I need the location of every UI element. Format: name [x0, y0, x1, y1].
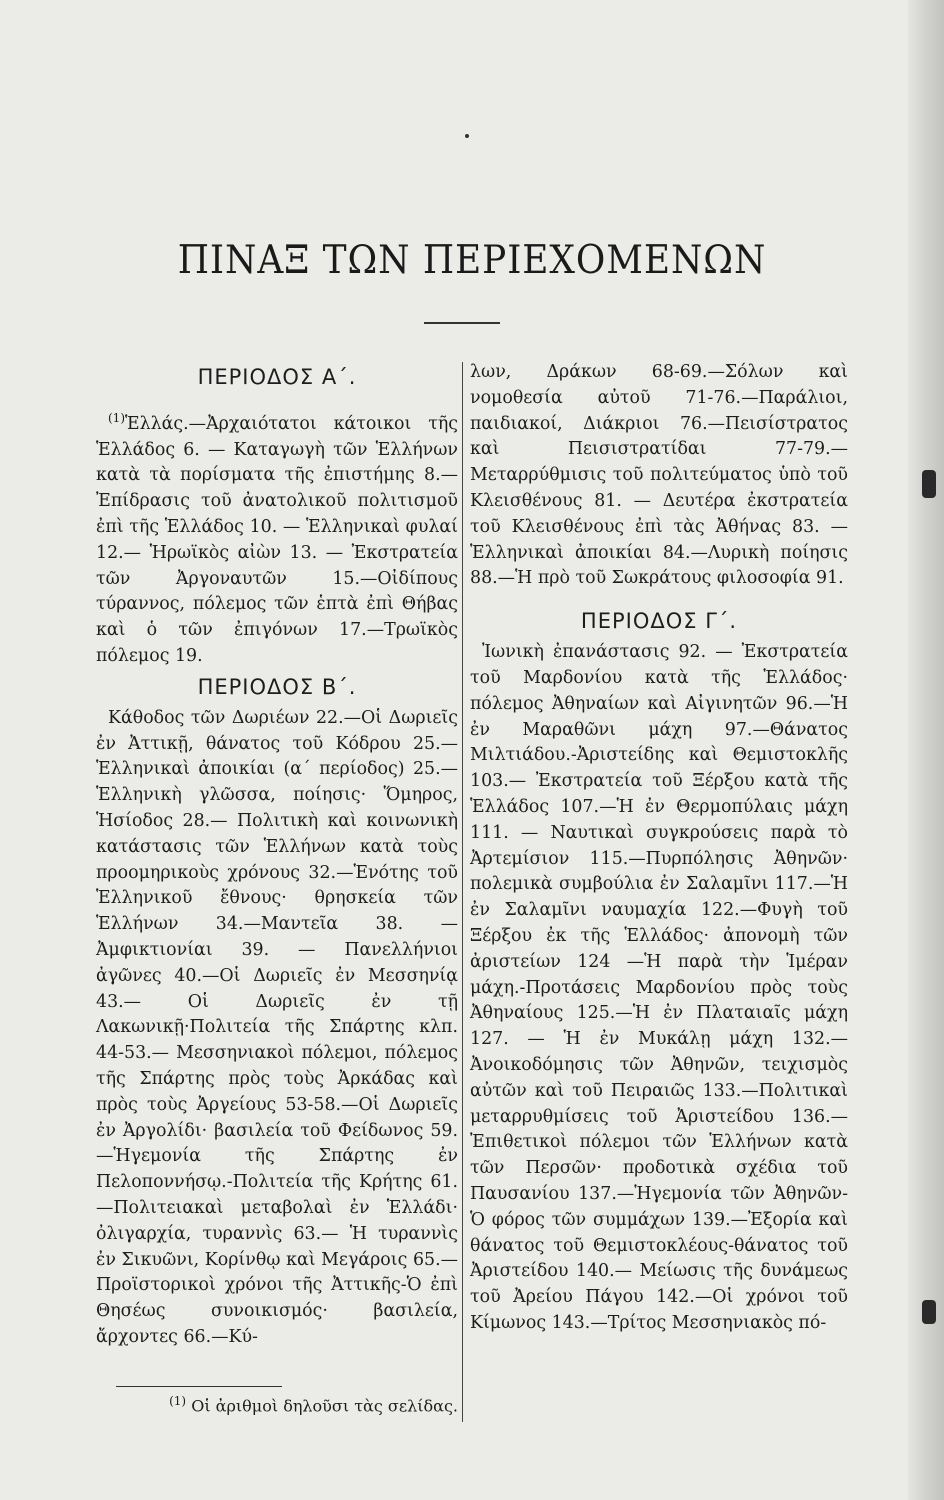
- paragraph-period-a: $^{(1)}$Ἑλλάς.—Ἀρχαιότατοι κάτοικοι τῆς Ἑλλάδος 6. — Καταγωγὴ τῶν Ἑλλήνων κατὰ τὰ πορίσματα τῆς ἐπιστήμης 8.—Ἐπίδρασις τοῦ ἀνατολικοῦ πολιτισμοῦ ἐπὶ τῆς Ἑλλάδος 10. — Ἑλληνικαὶ φυλαί 12.— Ἡρωϊκὸς αἰὼν 13. — Ἐκστρατεία τῶν Ἀργοναυτῶν 15.—Οἰδίπους τύραννος, πόλεμος τῶν ἑπτὰ ἐπὶ Θήβας καὶ ὁ τῶν ἐπιγόνων 17.—Τρωϊκὸς πόλεμος 19.: [96, 411, 458, 666]
- footnote-rule: [116, 1386, 282, 1387]
- page-title: ΠΙΝΑΞ ΤΩΝ ΠΕΡΙΕΧΟΜΕΝΩΝ: [177, 238, 767, 283]
- ink-dot: [465, 134, 469, 138]
- paragraph-period-b: Κάθοδος τῶν Δωριέων 22.—Οἱ Δωριεῖς ἐν Ἀττικῇ, θάνατος τοῦ Κόδρου 25.—Ἑλληνικαὶ ἀποικίαι (α΄ περίοδος) 25.— Ἑλληνικὴ γλῶσσα, ποίησις· Ὅμηρος, Ἡσίοδος 28.— Πολιτικὴ καὶ κοινωνικὴ κατάστασις τῶν Ἑλλήνων κατὰ τοὺς προομηρικοὺς χρόνους 32.—Ἑνότης τοῦ Ἑλληνικοῦ ἔθνους· θρησκεία τῶν Ἑλλήνων 34.—Μαντεῖα 38. — Ἀμφικτιονίαι 39. — Πανελλήνιοι ἀγῶνες 40.—Οἱ Δωριεῖς ἐν Μεσσηνίᾳ 43.— Οἱ Δωριεῖς ἐν τῇ Λακωνικῇ·Πολιτεία τῆς Σπάρτης κλπ. 44-53.— Μεσσηνιακοὶ πόλεμοι, πόλεμος τῆς Σπάρτης πρὸς τοὺς Ἀρκάδας καὶ πρὸς τοὺς Ἀργείους 53-58.—Οἱ Δωριεῖς ἐν Ἀργολίδι· βασιλεία τοῦ Φείδωνος 59.—Ἡγεμονία τῆς Σπάρτης ἐν Πελοποννήσῳ.-Πολιτεία τῆς Κρήτης 61.—Πολιτειακαὶ μεταβολαὶ ἐν Ἑλλάδι· ὀλιγαρχία, τυραννὶς 63.— Ἡ τυραννὶς ἐν Σικυῶνι, Κορίνθῳ καὶ Μεγάροις 65.—Προϊστορικοὶ χρόνοι τῆς Ἀττικῆς-Ὁ ἐπὶ Θησέως συνοικισμός· βασιλεία, ἄρχοντες 66.—Κύ-: [96, 707, 458, 1347]
- left-column: [96, 360, 458, 1351]
- paragraph-period-c: Ἰωνικὴ ἐπανάστασις 92. — Ἐκστρατεία τοῦ Μαρδονίου κατὰ τῆς Ἑλλάδος· πόλεμος Ἀθηναίων καὶ Αἰγινητῶν 96.—Ἡ ἐν Μαραθῶνι μάχη 97.—Θάνατος Μιλτιάδου.-Ἀριστείδης καὶ Θεμιστοκλῆς 103.— Ἐκστρατεία τοῦ Ξέρξου κατὰ τῆς Ἑλλάδος 107.—Ἡ ἐν Θερμοπύλαις μάχη 111. — Ναυτικαὶ συγκρούσεις παρὰ τὸ Ἀρτεμίσιον 115.—Πυρπόλησις Ἀθηνῶν· πολεμικὰ συμβούλια ἐν Σαλαμῖνι 117.—Ἡ ἐν Σαλαμῖνι ναυμαχία 122.—Φυγὴ τοῦ Ξέρξου ἐκ τῆς Ἑλλάδος· ἀπονομὴ τῶν ἀριστείων 124 —Ἡ παρὰ τὴν Ἱμέραν μάχη.-Προτάσεις Μαρδονίου πρὸς τοὺς Ἀθηναίους 125.—Ἡ ἐν Πλαταιαῖς μάχη 127. — Ἡ ἐν Μυκάλῃ μάχη 132.—Ἀνοικοδόμησις τῶν Ἀθηνῶν, τειχισμὸς αὐτῶν καὶ τοῦ Πειραιῶς 133.—Πολιτικαὶ μεταρρυθμίσεις τοῦ Ἀριστείδου 136.—Ἐπιθετικοὶ πόλεμοι τῶν Ἑλλήνων κατὰ τῶν Περσῶν· προδοτικὰ σχέδια τοῦ Παυσανίου 137.—Ἡγεμονία τῶν Ἀθηνῶν-Ὁ φόρος τῶν συμμάχων 139.—Ἐξορία καὶ θάνατος τοῦ Θεμιστοκλέους-θάνατος τοῦ Ἀριστείδου 140.— Μείωσις τῆς δυνάμεως τοῦ Ἀρείου Πάγου 142.—Οἱ χρόνοι τοῦ Κίμωνος 143.—Τρίτος Μεσσηνιακὸς πό-: [470, 642, 848, 1333]
- section-heading-b: ΠΕΡΙΟΔΟΣ Β΄.: [197, 674, 357, 699]
- title-rule: [424, 322, 500, 324]
- right-column: [470, 360, 848, 1337]
- footnote-marker: (1): [169, 1394, 187, 1408]
- binding-hole: [922, 470, 936, 498]
- column-divider: [462, 362, 463, 1422]
- page-edge-shadow: [908, 0, 944, 1500]
- binding-hole: [922, 1300, 936, 1324]
- section-heading-a: ΠΕΡΙΟΔΟΣ Α΄.: [197, 365, 357, 389]
- paragraph-period-b-continued: λων, Δράκων 68-69.—Σόλων καὶ νομοθεσία αὐτοῦ 71-76.—Παράλιοι, παιδιακοί, Διάκριοι 76.—Πεισίστρατος καὶ Πεισιστρατίδαι 77-79.—Μεταρρύθμισις τοῦ πολιτεύματος ὑπὸ τοῦ Κλεισθένους 81. — Δευτέρα ἐκστρατεία τοῦ Κλεισθένους ἐπὶ τὰς Ἀθήνας 83. — Ἑλληνικαὶ ἀποικίαι 84.—Λυρικὴ ποίησις 88.—Ἡ πρὸ τοῦ Σωκράτους φιλοσοφία 91.: [470, 362, 848, 589]
- footnote-marker: (1): [108, 411, 125, 425]
- footnote: $^{(1)}$ Οἱ ἀριθμοὶ δηλοῦσι τὰς σελίδας.: [169, 1394, 458, 1416]
- section-heading-c: ΠΕΡΙΟΔΟΣ Γ΄.: [580, 609, 738, 634]
